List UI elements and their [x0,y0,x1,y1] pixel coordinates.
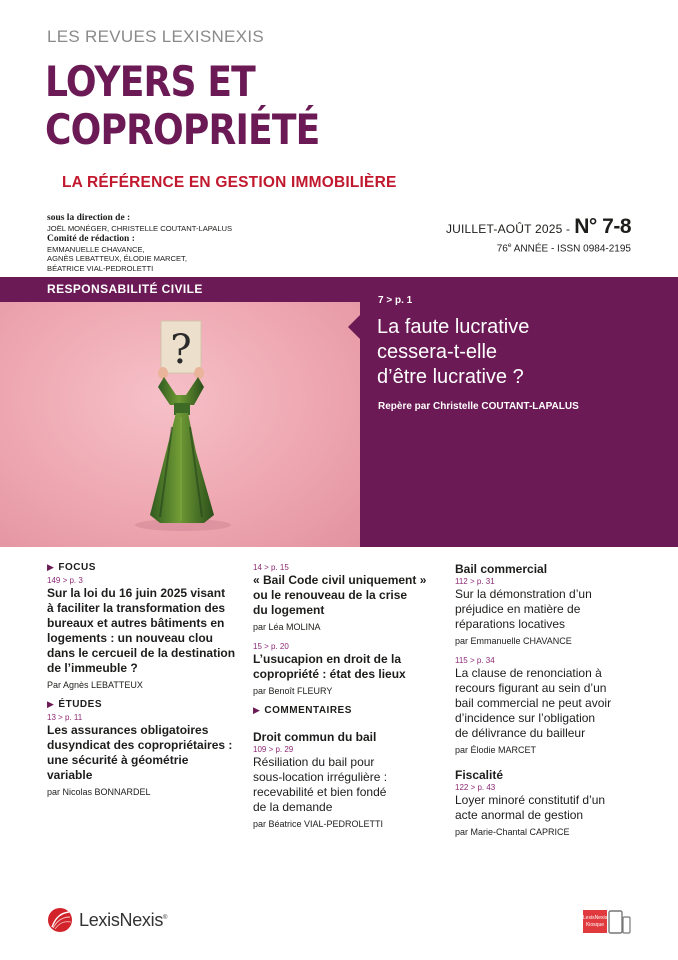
headline-line-2: cessera-t-elle [377,341,498,363]
focus-title-line: bureaux et autres bâtiments en [47,616,225,630]
article-ref: 109 > p. 29 [253,745,294,754]
title-line: « Bail Code civil uniquement » [253,573,427,587]
article-author: par Léa MOLINA [253,622,321,632]
title-line: d’incidence sur l’obligation [455,711,596,725]
question-mark-glyph: ? [170,327,192,373]
focus-article-title[interactable] [47,586,237,676]
issue-year-issn [446,242,631,254]
kiosk-devices-icon [583,909,631,935]
title-line: Résiliation du bail pour [253,755,375,769]
article-author: par Élodie MARCET [455,745,537,755]
triangle-right-icon: ▶ [47,699,55,709]
etudes-label: ÉTUDES [58,699,102,710]
article-author: par Emmanuelle CHAVANCE [455,636,572,646]
hero-photo [0,277,360,547]
kiosk-line-1: LexisNexis [583,915,608,921]
column-2 [253,562,443,830]
woman-green-dress-illustration [0,277,360,547]
commentaires-label: COMMENTAIRES [264,705,352,716]
lead-article-byline: Repère par Christelle COUTANT-LAPALUS [378,401,579,412]
column-3 [455,562,645,838]
hero-section [0,277,678,547]
section-band-label: RESPONSABILITÉ CIVILE [47,282,203,296]
rubric-heading: Fiscalité [455,768,504,782]
article-title[interactable] [455,587,645,632]
focus-title-line: de l’immeuble ? [47,661,138,675]
title-line: sous-location irrégulière : [253,770,388,784]
title-line: bail commercial ne peut avoir [455,696,612,710]
title-line: du logement [253,603,325,617]
title-line: réparations locatives [455,617,566,631]
focus-title-line: à faciliter la transformation des [47,601,226,615]
title-line: L’usucapion en droit de la [253,652,402,666]
committee-line-2: AGNÈS LEBATTEUX, ÉLODIE MARCET, [47,254,187,263]
article-ref: 15 > p. 20 [253,642,289,651]
kiosk-line-2: Kiosque [585,922,605,928]
title-line: acte anormal de gestion [455,808,584,822]
focus-section-heading [47,562,237,573]
kiosk-badge [583,909,631,940]
section-band [0,277,360,302]
title-line: La clause de renonciation à [455,666,602,680]
article-title[interactable] [455,666,645,741]
title-line: recevabilité et bien fondé [253,785,387,799]
etudes-author: par Nicolas BONNARDEL [47,787,151,797]
article-author: par Marie-Chantal CAPRICE [455,827,570,837]
triangle-right-icon: ▶ [47,562,55,572]
focus-label: FOCUS [58,562,96,573]
headline-line-1: La faute lucrative [377,316,530,338]
title-line: ou le renouveau de la crise [253,588,408,602]
column-1 [47,562,237,798]
direction-label: sous la direction de : [47,213,131,223]
lead-article-panel [360,277,678,547]
year-number: 76 [496,243,508,255]
year-issn: ANNÉE - ISSN 0984-2195 [511,243,631,255]
article-author: par Benoît FLEURY [253,686,333,696]
title-line: de la demande [253,800,333,814]
article-ref: 115 > p. 34 [455,656,495,665]
triangle-right-icon: ▶ [253,705,261,715]
journal-title [45,58,319,154]
article-title[interactable] [253,652,443,682]
title-line: Loyer minoré constitutif d’un [455,793,606,807]
commentaires-section-heading [253,705,443,716]
focus-author: Par Agnès LEBATTEUX [47,680,143,690]
article-ref: 112 > p. 31 [455,577,495,586]
title-line: de délivrance du bailleur [455,726,586,740]
title-line: préjudice en matière de [455,602,581,616]
headline-line-3: d’être lucrative ? [377,366,524,388]
title-line: recours figurant au sein d’un [455,681,607,695]
tagline: LA RÉFÉRENCE EN GESTION IMMOBILIÈRE [62,174,397,191]
lead-article-ref: 7 > p. 1 [378,295,413,306]
editorial-board [47,213,232,273]
series-name: LES REVUES LEXISNEXIS [47,27,264,46]
title-line: copropriété : état des lieux [253,667,406,681]
article-title[interactable] [253,573,443,618]
article-title[interactable] [253,755,443,815]
logo-wordmark [79,910,167,931]
focus-title-line: logements : un nouveau clou [47,631,214,645]
issue-number: N° 7-8 [574,215,631,238]
committee-label: Comité de rédaction : [47,233,135,244]
etudes-title-line: Les assurances obligatoires [47,723,209,737]
etudes-section-heading [47,699,237,710]
article-ref: 14 > p. 15 [253,563,289,572]
committee-line-1: EMMANUELLE CHAVANCE, [47,244,145,254]
title-line-2: COPROPRIÉTÉ [45,105,320,154]
article-title[interactable] [455,793,645,823]
year-suffix: e [507,242,512,249]
lead-article-headline[interactable] [377,315,667,390]
etudes-title-line: une sécurité à géométrie variable [47,753,189,782]
rubric-heading: Bail commercial [455,562,548,576]
logo-text: LexisNexis [79,909,164,930]
publisher-logo [47,907,167,933]
etudes-ref: 13 > p. 11 [47,713,83,722]
article-author: par Béatrice VIAL-PEDROLETTI [253,819,384,829]
logo-registered: ® [163,914,168,921]
etudes-article-title[interactable] [47,723,237,783]
lexisnexis-emblem-icon [47,907,73,933]
committee-line-3: BÉATRICE VIAL-PEDROLETTI [47,263,154,273]
focus-title-line: Sur la loi du 16 juin 2025 visant [47,586,226,600]
hero-notch [348,315,360,339]
focus-title-line: dans le cercueil de la destination [47,646,236,660]
issue-date: JUILLET-AOÛT 2025 - [445,222,571,236]
focus-ref: 149 > p. 3 [47,576,83,585]
rubric-heading: Droit commun du bail [253,730,377,744]
article-ref: 122 > p. 43 [455,783,496,792]
direction-names: JOËL MONÉGER, CHRISTELLE COUTANT-LAPALUS [47,224,233,233]
etudes-title-line: dusyndicat des copropriétaires : [47,738,233,752]
issue-info [446,215,631,254]
title-line: Sur la démonstration d’un [455,587,592,601]
title-line-1: LOYERS ET [45,57,255,106]
